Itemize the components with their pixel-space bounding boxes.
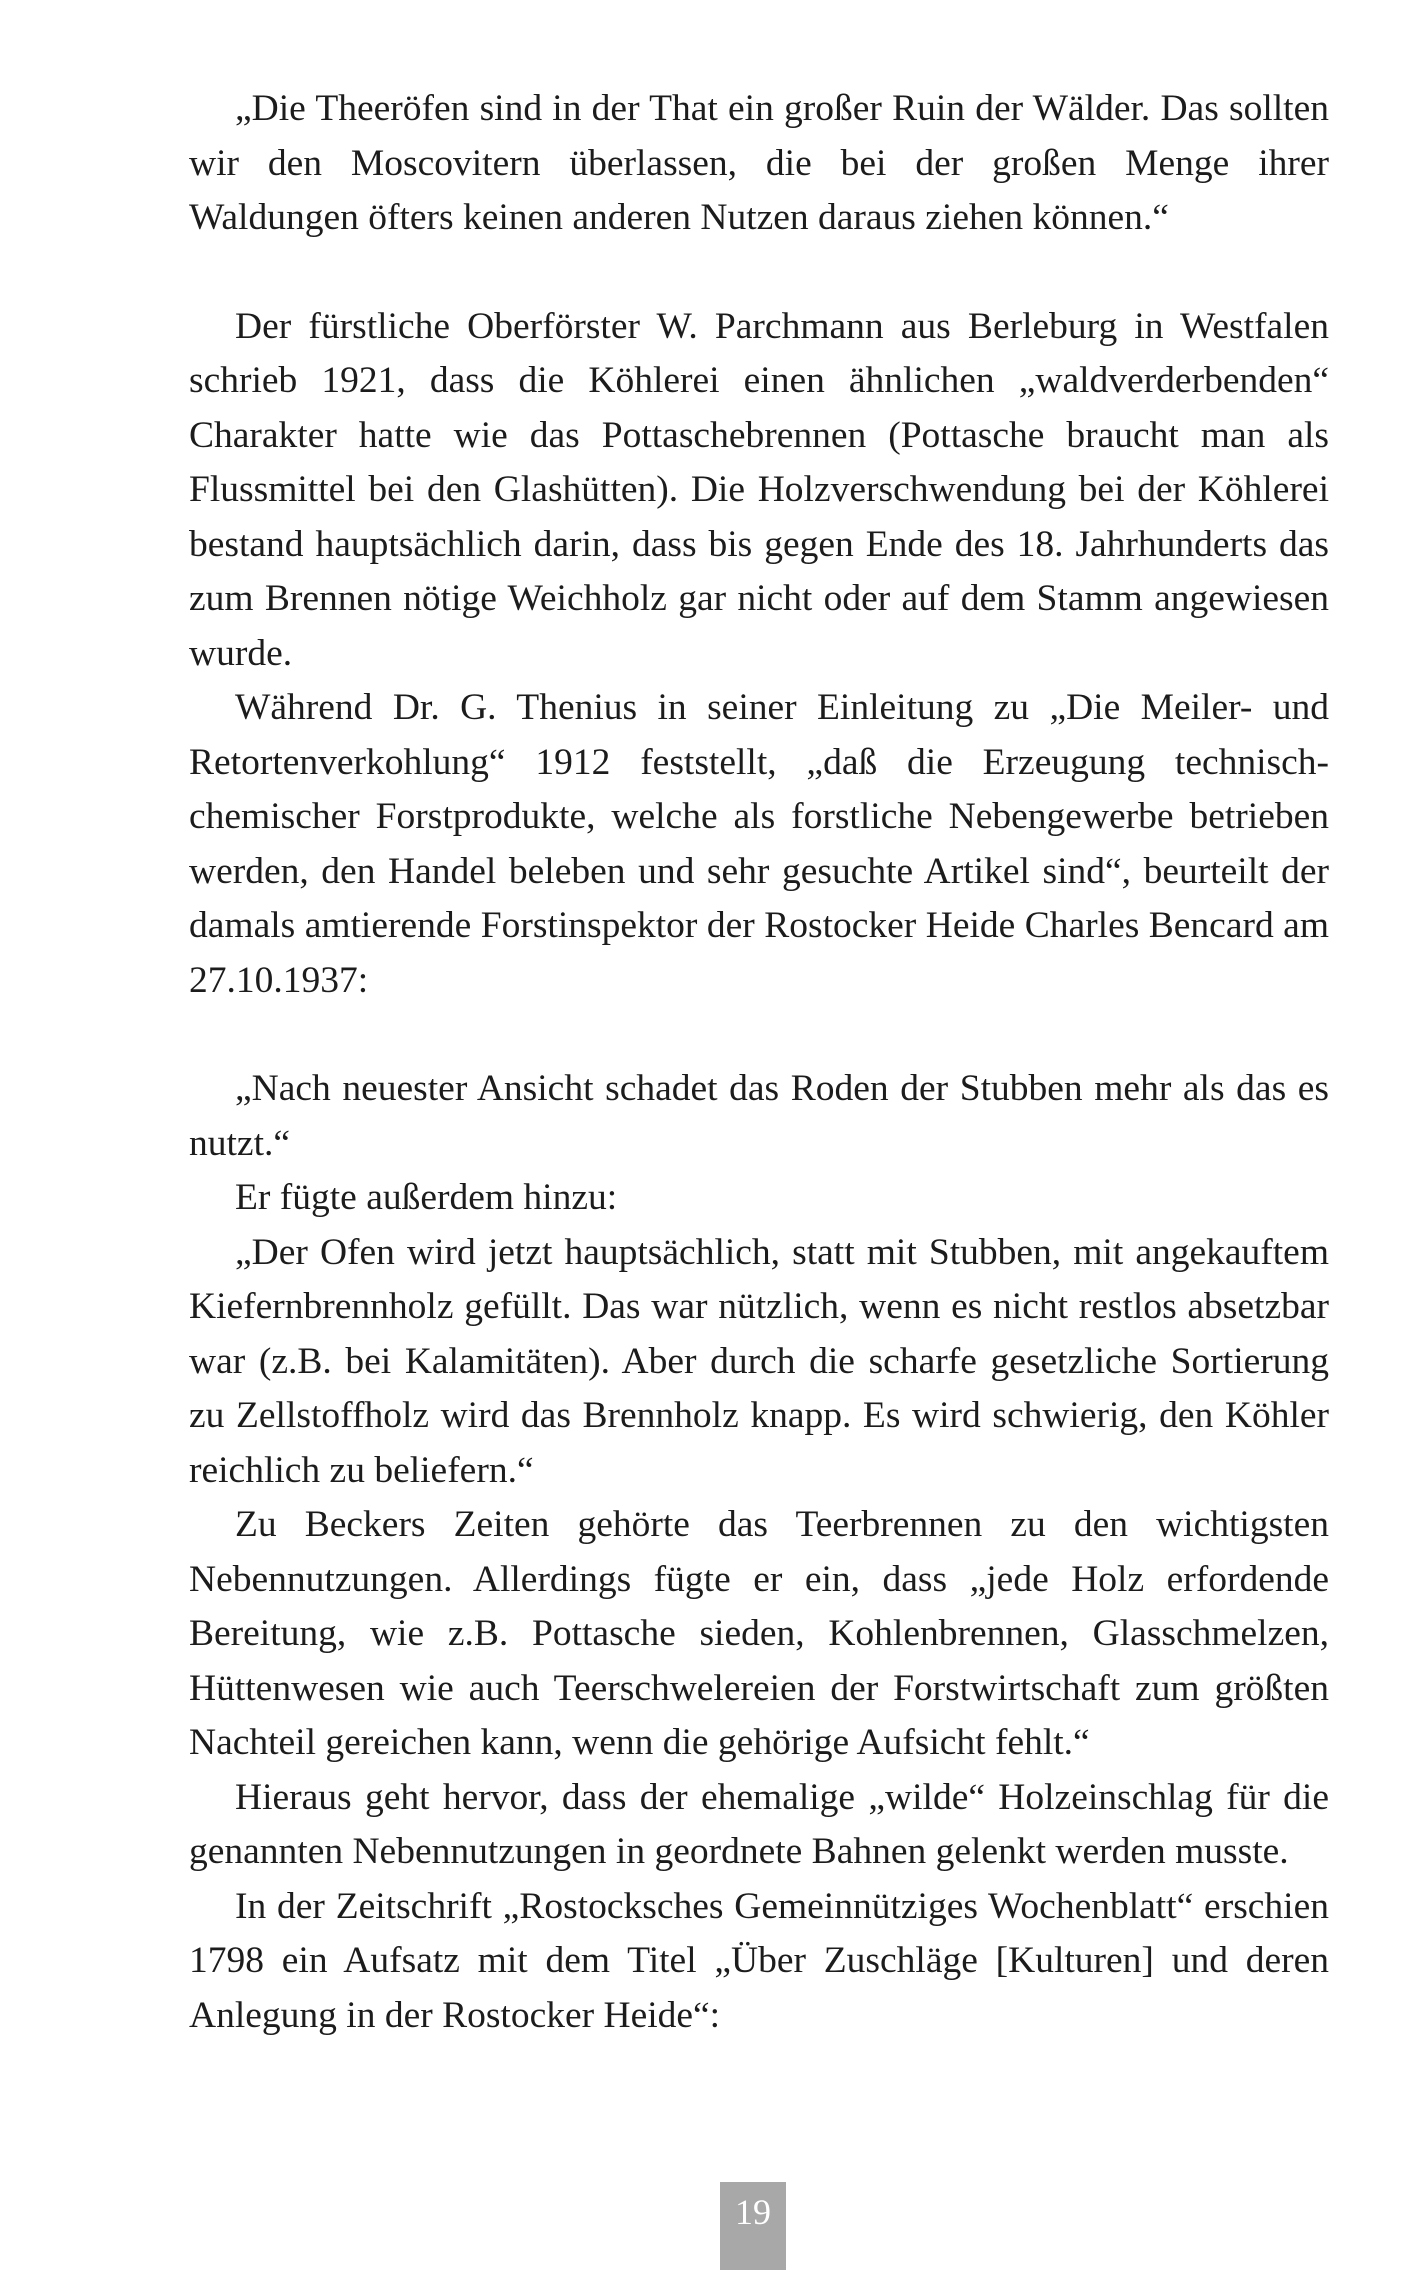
paragraph-quote-stubben: „Nach neuester Ansicht schadet das Roden der Stubben mehr als das es nutzt.“	[189, 1068, 1329, 1164]
paragraph-thenius: Während Dr. G. Thenius in seiner Einleitung zu „Die Meiler- und Retortenverkohlung“ 1912 feststellt, „daß die Erzeugung technisch-chemischer Forstprodukte, welche als forstliche Nebengewerbe betrieben werden, den Handel beleben und sehr gesuchte Artikel sind“, beurteilt der damals amtierende Forstinspektor der Rostocker Heide Charles Bencard am 27.10.1937:	[189, 687, 1329, 1001]
paragraph-er-fuegte: Er fügte außerdem hinzu:	[235, 1177, 618, 1218]
paragraph-parchmann: Der fürstliche Oberförster W. Parchmann aus Berleburg in Westfalen schrieb 1921, dass die Köhlerei einen ähnlichen „waldverderbenden“ Charakter hatte wie das Pottaschebrennen (Pottasche braucht man als Flussmittel bei den Glashütten). Die Holzverschwendung bei der Köhlerei bestand hauptsächlich darin, dass bis gegen Ende des 18. Jahrhunderts das zum Brennen nötige Weichholz gar nicht oder auf dem Stamm angewiesen wurde.	[189, 305, 1329, 674]
paragraph-quote-ofen: „Der Ofen wird jetzt hauptsächlich, statt mit Stubben, mit angekauftem Kiefernbrennholz gefüllt. Das war nützlich, wenn es nicht restlos absetzbar war (z.B. bei Kalamitäten). Aber durch die scharfe gesetzliche Sortierung zu Zellstoffholz wird das Brennholz knapp. Es wird schwierig, den Köhler reichlich zu beliefern.“	[189, 1231, 1329, 1491]
paragraph-becker: Zu Beckers Zeiten gehörte das Teerbrennen zu den wichtigsten Nebennutzungen. Allerdings fügte er ein, dass „jede Holz erfordende Bereitung, wie z.B. Pottasche sieden, Kohlenbrennen, Glasschmelzen, Hüttenwesen wie auch Teerschwelereien der Forstwirtschaft zum größten Nachteil gereichen kann, wenn die gehörige Aufsicht fehlt.“	[189, 1504, 1329, 1763]
page-body	[189, 82, 1329, 2043]
paragraph-hieraus: Hieraus geht hervor, dass der ehemalige „wilde“ Holzeinschlag für die genannten Nebennutzungen in geordnete Bahnen gelenkt werden musste.	[189, 1776, 1329, 1872]
paragraph-quote-theeroefen: „Die Theeröfen sind in der That ein großer Ruin der Wälder. Das sollten wir den Moscovitern überlassen, die bei der großen Menge ihrer Waldungen öfters keinen anderen Nutzen daraus ziehen können.“	[189, 88, 1329, 238]
paragraph-zeitschrift: In der Zeitschrift „Rostocksches Gemeinnütziges Wochenblatt“ erschien 1798 ein Aufsatz mit dem Titel „Über Zuschläge [Kulturen] und deren Anlegung in der Rostocker Heide“:	[189, 1885, 1329, 2036]
page-number: 19	[720, 2182, 786, 2270]
